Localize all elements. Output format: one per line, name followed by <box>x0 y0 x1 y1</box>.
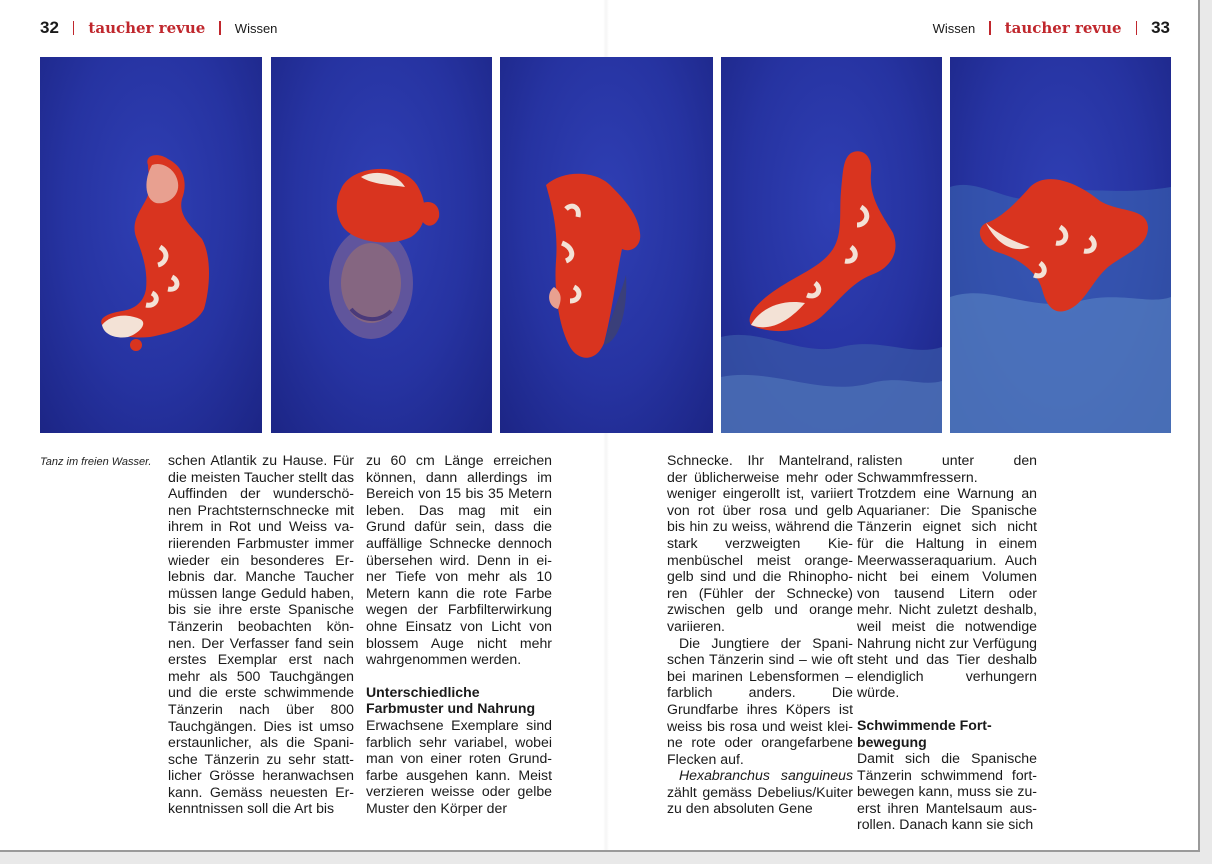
paragraph: Schnecke. Ihr Mantelrand, der üblicherweise mehr oder weniger eingerollt ist, variiert von rot über rosa und gelb bis hin zu weiss, während die stark verzweigten Kiemenbüschel meist orangegelb sind und die Rhinophoren (Fühler der Schnecke) zwischen gelb und orange variieren. <box>667 452 853 634</box>
subheading-fortbewegung: Schwimmende Fortbewegung <box>857 716 992 750</box>
photo-spanish-dancer-3 <box>500 57 713 433</box>
text-column-3 <box>667 452 853 832</box>
left-magazine-title: taucher revue <box>88 19 206 37</box>
paragraph-text: zählt gemäss Debelius/Kuiter zu den absoluten Gene <box>667 783 853 817</box>
header-separator <box>1136 21 1138 35</box>
right-magazine-title: taucher revue <box>1004 19 1122 37</box>
photo-spanish-dancer-5 <box>950 57 1171 433</box>
photo-spanish-dancer-2 <box>271 57 492 433</box>
photo-spanish-dancer-1 <box>40 57 262 433</box>
spanish-dancer-illustration <box>500 57 713 433</box>
spanish-dancer-illustration <box>271 57 492 433</box>
text-column-1 <box>168 452 354 832</box>
spanish-dancer-illustration <box>40 57 262 433</box>
left-page-header <box>40 16 277 40</box>
subheading-farbmuster: Unterschiedliche Farbmuster und Nahrung <box>366 683 536 717</box>
paragraph: Die Jungtiere der Spanischen Tänzerin sind – wie oft bei marinen Lebensformen – farblich anders. Die Grundfarbe ihres Köpers ist weiss bis rosa und weist kleine rote oder orangefarbene Flecken auf. <box>667 634 853 767</box>
spanish-dancer-illustration <box>721 57 942 433</box>
photo-caption: Tanz im freien Wasser. <box>40 456 152 468</box>
header-separator <box>989 21 991 35</box>
text-column-2 <box>366 452 552 832</box>
paragraph: Damit sich die Spanische Tänzerin schwimmend fortbewegen kann, muss sie zuerst ihren Mantelsaum ausrollen. Danach kann sie sich <box>857 750 1037 832</box>
species-name: Hexabranchus sanguineus <box>679 767 853 784</box>
photo-spanish-dancer-4 <box>721 57 942 433</box>
paragraph <box>667 767 853 817</box>
right-section-label: Wissen <box>932 20 976 36</box>
paragraph: zu 60 cm Länge erreichen können, dann allerdings im Bereich von 15 bis 35 Metern leben. Das mag mit ein Grund dafür sein, dass die auffällige Schnecke dennoch übersehen wird. Denn in einer Tiefe von mehr als 10 Metern kann die rote Farbe wegen der Farbfilterwirkung ohne Einsatz von Licht von blossem Auge nicht mehr wahrgenommen werden. <box>366 452 552 668</box>
text-column-4 <box>857 452 1037 832</box>
header-separator <box>219 21 221 35</box>
left-section-label: Wissen <box>234 20 278 36</box>
paragraph: Erwachsene Exemplare sind farblich sehr variabel, wobei man von einer roten Grundfarbe ausgehen kann. Meist verzieren weisse oder gelbe Muster den Körper der <box>366 716 552 816</box>
header-separator <box>73 21 75 35</box>
left-page-number: 32 <box>40 18 59 37</box>
spanish-dancer-illustration <box>950 57 1171 433</box>
paragraph: ralisten unter den Schwammfressern. Trotzdem eine Warnung an Aquarianer: Die Spanische Tänzerin eignet sich nicht für die Haltung in einem Meerwasseraquarium. Auch nicht bei einem Volumen von tausend Litern oder mehr. Nicht zuletzt deshalb, weil meist die notwendige Nahrung nicht zur Verfügung steht und das Tier deshalb elendiglich verhungern würde. <box>857 452 1037 701</box>
right-page-header <box>933 16 1170 40</box>
right-page-number: 33 <box>1151 18 1170 37</box>
paragraph: schen Atlantik zu Hause. Für die meisten Taucher stellt das Auffinden der wunderschönen Prachtsternschnecke mit ihrem in Rot und Weiss variierenden Farbmuster immer wieder ein besonderes Erlebnis dar. Manche Taucher müssen lange Geduld haben, bis sie ihre erste Spanische Tänzerin beobachten können. Der Verfasser fand sein erstes Exemplar erst nach mehr als 500 Tauchgängen und die erste schwimmende Tänzerin nach über 800 Tauchgängen. Dies ist umso erstaunlicher, als die Spanische Tänzerin zu sehr stattlicher Grösse heranwachsen kann. Gemäss neuesten Erkenntnissen soll die Art bis <box>168 452 354 817</box>
